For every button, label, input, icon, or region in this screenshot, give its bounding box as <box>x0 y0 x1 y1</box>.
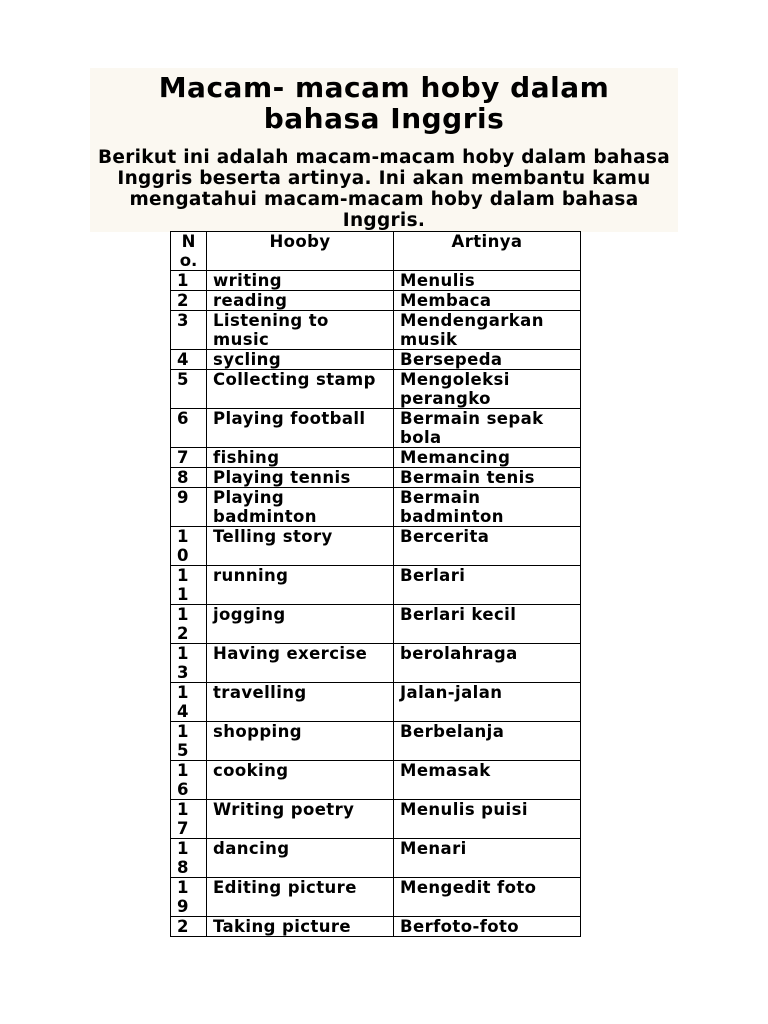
row-number: 2 <box>171 917 207 937</box>
table-header-row <box>171 232 581 271</box>
row-hobby: dancing <box>207 839 394 878</box>
table-row <box>171 917 581 937</box>
intro-paragraph: Berikut ini adalah macam-macam hoby dalam bahasa Inggris beserta artinya. Ini akan membantu kamu mengatahui macam-macam hoby dalam bahasa Inggris. <box>97 147 671 231</box>
row-hobby: Telling story <box>207 527 394 566</box>
table-row <box>171 311 581 350</box>
header-meaning: Artinya <box>394 232 581 271</box>
table-row <box>171 409 581 448</box>
row-meaning: Jalan-jalan <box>394 683 581 722</box>
row-hobby: travelling <box>207 683 394 722</box>
row-number: 6 <box>171 409 207 448</box>
header-no: No. <box>171 232 207 271</box>
hobby-table <box>170 231 581 937</box>
row-number: 9 <box>171 488 207 527</box>
table-row <box>171 448 581 468</box>
row-meaning: Memancing <box>394 448 581 468</box>
row-number: 17 <box>171 800 207 839</box>
table-row <box>171 800 581 839</box>
row-hobby: fishing <box>207 448 394 468</box>
row-hobby: Writing poetry <box>207 800 394 839</box>
row-meaning: Bermain tenis <box>394 468 581 488</box>
row-number: 4 <box>171 350 207 370</box>
row-hobby: reading <box>207 291 394 311</box>
row-hobby: jogging <box>207 605 394 644</box>
document-title: Macam- macam hoby dalam bahasa Inggris <box>158 71 610 135</box>
row-number: 3 <box>171 311 207 350</box>
table-row <box>171 761 581 800</box>
row-meaning: Mendengarkan musik <box>394 311 581 350</box>
row-hobby: Playing football <box>207 409 394 448</box>
row-meaning: Bercerita <box>394 527 581 566</box>
row-meaning: Mengoleksi perangko <box>394 370 581 409</box>
row-number: 11 <box>171 566 207 605</box>
row-hobby: shopping <box>207 722 394 761</box>
table-row <box>171 644 581 683</box>
row-hobby: cooking <box>207 761 394 800</box>
table-row <box>171 271 581 291</box>
row-number: 1 <box>171 271 207 291</box>
row-meaning: berolahraga <box>394 644 581 683</box>
row-meaning: Bersepeda <box>394 350 581 370</box>
row-number: 13 <box>171 644 207 683</box>
row-number: 15 <box>171 722 207 761</box>
row-hobby: Taking picture <box>207 917 394 937</box>
table-row <box>171 683 581 722</box>
row-hobby: Listening to music <box>207 311 394 350</box>
table-row <box>171 350 581 370</box>
row-meaning: Menulis <box>394 271 581 291</box>
row-number: 7 <box>171 448 207 468</box>
table-row <box>171 605 581 644</box>
row-meaning: Menulis puisi <box>394 800 581 839</box>
row-meaning: Bermain sepak bola <box>394 409 581 448</box>
row-meaning: Berbelanja <box>394 722 581 761</box>
table-row <box>171 488 581 527</box>
table-row <box>171 370 581 409</box>
row-meaning: Memasak <box>394 761 581 800</box>
row-meaning: Membaca <box>394 291 581 311</box>
row-hobby: sycling <box>207 350 394 370</box>
row-hobby: Collecting stamp <box>207 370 394 409</box>
row-meaning: Menari <box>394 839 581 878</box>
table-row <box>171 722 581 761</box>
row-hobby: writing <box>207 271 394 291</box>
row-hobby: running <box>207 566 394 605</box>
table-row <box>171 527 581 566</box>
row-number: 8 <box>171 468 207 488</box>
row-number: 2 <box>171 291 207 311</box>
row-number: 14 <box>171 683 207 722</box>
table-row <box>171 878 581 917</box>
row-meaning: Berfoto-foto <box>394 917 581 937</box>
row-meaning: Berlari <box>394 566 581 605</box>
row-hobby: Having exercise <box>207 644 394 683</box>
row-number: 12 <box>171 605 207 644</box>
row-hobby: Playing tennis <box>207 468 394 488</box>
row-meaning: Mengedit foto <box>394 878 581 917</box>
row-number: 19 <box>171 878 207 917</box>
row-number: 16 <box>171 761 207 800</box>
row-hobby: Playing badminton <box>207 488 394 527</box>
row-meaning: Berlari kecil <box>394 605 581 644</box>
table-row <box>171 566 581 605</box>
row-number: 5 <box>171 370 207 409</box>
table-row <box>171 291 581 311</box>
table-row <box>171 468 581 488</box>
header-hobby: Hooby <box>207 232 394 271</box>
row-meaning: Bermain badminton <box>394 488 581 527</box>
row-hobby: Editing picture <box>207 878 394 917</box>
row-number: 18 <box>171 839 207 878</box>
table-row <box>171 839 581 878</box>
row-number: 10 <box>171 527 207 566</box>
